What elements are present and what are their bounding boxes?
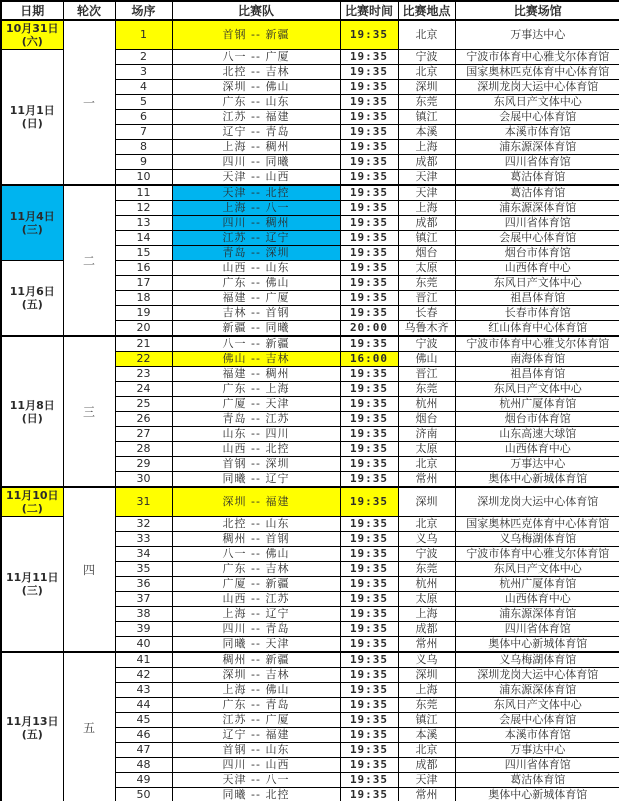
- teams-cell: 广东 -- 佛山: [172, 276, 340, 291]
- venue-cell: 南海体育馆: [455, 352, 619, 367]
- match-no-cell: 25: [115, 397, 172, 412]
- teams-cell: 福建 -- 稠州: [172, 367, 340, 382]
- teams-cell: 深圳 -- 吉林: [172, 668, 340, 683]
- date-text: 11月6日: [9, 285, 55, 298]
- city-cell: 成都: [398, 216, 455, 231]
- time-cell: 19:35: [340, 788, 398, 801]
- teams-cell: 上海 -- 稠州: [172, 140, 340, 155]
- match-no-cell: 2: [115, 50, 172, 65]
- venue-cell: 山西体育中心: [455, 442, 619, 457]
- time-cell: 19:35: [340, 637, 398, 653]
- time-cell: 19:35: [340, 668, 398, 683]
- time-cell: 19:35: [340, 261, 398, 276]
- header-match-no: 场序: [115, 1, 172, 20]
- match-no-cell: 15: [115, 246, 172, 261]
- header-time: 比赛时间: [340, 1, 398, 20]
- venue-cell: 杭州广厦体育馆: [455, 397, 619, 412]
- venue-cell: 东风日产文体中心: [455, 562, 619, 577]
- venue-cell: 奥体中心新城体育馆: [455, 788, 619, 801]
- match-no-cell: 38: [115, 607, 172, 622]
- city-cell: 东莞: [398, 95, 455, 110]
- round-cell: 一: [63, 20, 115, 185]
- match-no-cell: 41: [115, 652, 172, 668]
- header-venue: 比赛场馆: [455, 1, 619, 20]
- teams-cell: 四川 -- 青岛: [172, 622, 340, 637]
- venue-cell: 东风日产文体中心: [455, 698, 619, 713]
- city-cell: 太原: [398, 592, 455, 607]
- teams-cell: 江苏 -- 广厦: [172, 713, 340, 728]
- time-cell: 19:35: [340, 50, 398, 65]
- time-cell: 19:35: [340, 442, 398, 457]
- teams-cell: 广厦 -- 新疆: [172, 577, 340, 592]
- teams-cell: 山东 -- 四川: [172, 427, 340, 442]
- time-cell: 19:35: [340, 246, 398, 261]
- match-no-cell: 4: [115, 80, 172, 95]
- venue-cell: 会展中心体育馆: [455, 110, 619, 125]
- venue-cell: 万事达中心: [455, 457, 619, 472]
- time-cell: 19:35: [340, 185, 398, 201]
- date-cell: [1, 487, 63, 517]
- match-no-cell: 32: [115, 517, 172, 532]
- teams-cell: 天津 -- 八一: [172, 773, 340, 788]
- teams-cell: 八一 -- 新疆: [172, 336, 340, 352]
- city-cell: 天津: [398, 170, 455, 186]
- venue-cell: 山西体育中心: [455, 592, 619, 607]
- teams-cell: 广东 -- 青岛: [172, 698, 340, 713]
- time-cell: 19:35: [340, 622, 398, 637]
- city-cell: 上海: [398, 140, 455, 155]
- venue-cell: 会展中心体育馆: [455, 713, 619, 728]
- match-no-cell: 33: [115, 532, 172, 547]
- venue-cell: 深圳龙岗大运中心体育馆: [455, 80, 619, 95]
- city-cell: 镇江: [398, 713, 455, 728]
- match-no-cell: 14: [115, 231, 172, 246]
- venue-cell: 国家奥林匹克体育中心体育馆: [455, 517, 619, 532]
- round-cell: 四: [63, 487, 115, 652]
- teams-cell: 新疆 -- 同曦: [172, 321, 340, 337]
- teams-cell: 广厦 -- 天津: [172, 397, 340, 412]
- match-no-cell: 19: [115, 306, 172, 321]
- match-row: [1, 336, 619, 352]
- time-cell: 19:35: [340, 698, 398, 713]
- city-cell: 常州: [398, 637, 455, 653]
- teams-cell: 辽宁 -- 青岛: [172, 125, 340, 140]
- date-text: 11月8日: [9, 398, 55, 412]
- time-cell: 19:35: [340, 95, 398, 110]
- venue-cell: 奥体中心新城体育馆: [455, 472, 619, 488]
- city-cell: 长春: [398, 306, 455, 321]
- weekday-text: (三): [21, 223, 43, 236]
- venue-cell: 万事达中心: [455, 20, 619, 50]
- venue-cell: 万事达中心: [455, 743, 619, 758]
- weekday-text: (六): [21, 35, 43, 48]
- match-no-cell: 20: [115, 321, 172, 337]
- match-no-cell: 3: [115, 65, 172, 80]
- time-cell: 19:35: [340, 457, 398, 472]
- time-cell: 19:35: [340, 743, 398, 758]
- venue-cell: 东风日产文体中心: [455, 276, 619, 291]
- time-cell: 19:35: [340, 367, 398, 382]
- venue-cell: 义乌梅湖体育馆: [455, 652, 619, 668]
- teams-cell: 同曦 -- 天津: [172, 637, 340, 653]
- city-cell: 太原: [398, 442, 455, 457]
- city-cell: 济南: [398, 427, 455, 442]
- time-cell: 19:35: [340, 140, 398, 155]
- date-cell: [1, 517, 63, 653]
- venue-cell: 义乌梅湖体育馆: [455, 532, 619, 547]
- teams-cell: 吉林 -- 首钢: [172, 306, 340, 321]
- venue-cell: 山西体育中心: [455, 261, 619, 276]
- date-text: 11月1日: [9, 104, 55, 117]
- match-no-cell: 29: [115, 457, 172, 472]
- venue-cell: 葛沽体育馆: [455, 185, 619, 201]
- city-cell: 乌鲁木齐: [398, 321, 455, 337]
- venue-cell: 国家奥林匹克体育中心体育馆: [455, 65, 619, 80]
- round-cell: 三: [63, 336, 115, 487]
- time-cell: 19:35: [340, 683, 398, 698]
- city-cell: 烟台: [398, 412, 455, 427]
- match-no-cell: 10: [115, 170, 172, 186]
- header-round: 轮次: [63, 1, 115, 20]
- teams-cell: 八一 -- 佛山: [172, 547, 340, 562]
- match-no-cell: 50: [115, 788, 172, 801]
- venue-cell: 四川省体育馆: [455, 216, 619, 231]
- date-text: 11月10日: [5, 489, 59, 502]
- city-cell: 宁波: [398, 336, 455, 352]
- teams-cell: 深圳 -- 福建: [172, 487, 340, 517]
- match-no-cell: 1: [115, 20, 172, 50]
- time-cell: 19:35: [340, 487, 398, 517]
- venue-cell: 深圳龙岗大运中心体育馆: [455, 668, 619, 683]
- match-no-cell: 16: [115, 261, 172, 276]
- teams-cell: 四川 -- 稠州: [172, 216, 340, 231]
- teams-cell: 山西 -- 山东: [172, 261, 340, 276]
- teams-cell: 北控 -- 山东: [172, 517, 340, 532]
- time-cell: 19:35: [340, 728, 398, 743]
- time-cell: 19:35: [340, 336, 398, 352]
- teams-cell: 福建 -- 广厦: [172, 291, 340, 306]
- match-no-cell: 40: [115, 637, 172, 653]
- time-cell: 19:35: [340, 592, 398, 607]
- city-cell: 天津: [398, 773, 455, 788]
- teams-cell: 山西 -- 江苏: [172, 592, 340, 607]
- venue-cell: 山东高速大球馆: [455, 427, 619, 442]
- teams-cell: 首钢 -- 深圳: [172, 457, 340, 472]
- match-no-cell: 12: [115, 201, 172, 216]
- teams-cell: 青岛 -- 江苏: [172, 412, 340, 427]
- header-row: [1, 1, 619, 20]
- venue-cell: 杭州广厦体育馆: [455, 577, 619, 592]
- time-cell: 19:35: [340, 291, 398, 306]
- date-cell: [1, 336, 63, 487]
- venue-cell: 长春市体育馆: [455, 306, 619, 321]
- time-cell: 19:35: [340, 155, 398, 170]
- weekday-text: (日): [21, 411, 43, 425]
- city-cell: 镇江: [398, 110, 455, 125]
- time-cell: 19:35: [340, 170, 398, 186]
- match-no-cell: 13: [115, 216, 172, 231]
- teams-cell: 北控 -- 吉林: [172, 65, 340, 80]
- city-cell: 上海: [398, 607, 455, 622]
- city-cell: 北京: [398, 517, 455, 532]
- teams-cell: 首钢 -- 新疆: [172, 20, 340, 50]
- teams-cell: 天津 -- 山西: [172, 170, 340, 186]
- venue-cell: 浦东源深体育馆: [455, 607, 619, 622]
- time-cell: 19:35: [340, 65, 398, 80]
- venue-cell: 东风日产文体中心: [455, 382, 619, 397]
- header-city: 比赛地点: [398, 1, 455, 20]
- city-cell: 晋江: [398, 367, 455, 382]
- venue-cell: 祖昌体育馆: [455, 291, 619, 306]
- match-no-cell: 44: [115, 698, 172, 713]
- city-cell: 上海: [398, 201, 455, 216]
- teams-cell: 江苏 -- 辽宁: [172, 231, 340, 246]
- venue-cell: 奥体中心新城体育馆: [455, 637, 619, 653]
- match-no-cell: 43: [115, 683, 172, 698]
- match-no-cell: 22: [115, 352, 172, 367]
- city-cell: 杭州: [398, 577, 455, 592]
- city-cell: 义乌: [398, 652, 455, 668]
- venue-cell: 葛沽体育馆: [455, 773, 619, 788]
- venue-cell: 本溪市体育馆: [455, 125, 619, 140]
- date-text: 10月31日: [5, 22, 59, 35]
- match-no-cell: 45: [115, 713, 172, 728]
- venue-cell: 浦东源深体育馆: [455, 683, 619, 698]
- venue-cell: 浦东源深体育馆: [455, 140, 619, 155]
- teams-cell: 辽宁 -- 福建: [172, 728, 340, 743]
- time-cell: 19:35: [340, 562, 398, 577]
- match-no-cell: 49: [115, 773, 172, 788]
- match-no-cell: 18: [115, 291, 172, 306]
- weekday-text: (五): [21, 727, 43, 741]
- city-cell: 东莞: [398, 562, 455, 577]
- city-cell: 义乌: [398, 532, 455, 547]
- venue-cell: 红山体育中心体育馆: [455, 321, 619, 337]
- match-no-cell: 48: [115, 758, 172, 773]
- teams-cell: 深圳 -- 佛山: [172, 80, 340, 95]
- time-cell: 19:35: [340, 125, 398, 140]
- city-cell: 深圳: [398, 668, 455, 683]
- schedule-body: [1, 20, 619, 801]
- city-cell: 太原: [398, 261, 455, 276]
- teams-cell: 上海 -- 辽宁: [172, 607, 340, 622]
- time-cell: 19:35: [340, 216, 398, 231]
- teams-cell: 八一 -- 广厦: [172, 50, 340, 65]
- teams-cell: 广东 -- 山东: [172, 95, 340, 110]
- match-no-cell: 21: [115, 336, 172, 352]
- city-cell: 本溪: [398, 728, 455, 743]
- city-cell: 成都: [398, 758, 455, 773]
- match-row: [1, 20, 619, 50]
- match-no-cell: 42: [115, 668, 172, 683]
- venue-cell: 祖昌体育馆: [455, 367, 619, 382]
- time-cell: 19:35: [340, 397, 398, 412]
- venue-cell: 宁波市体育中心雅戈尔体育馆: [455, 547, 619, 562]
- city-cell: 常州: [398, 472, 455, 488]
- venue-cell: 宁波市体育中心雅戈尔体育馆: [455, 336, 619, 352]
- date-cell: [1, 185, 63, 261]
- date-cell: [1, 261, 63, 337]
- venue-cell: 四川省体育馆: [455, 622, 619, 637]
- time-cell: 19:35: [340, 20, 398, 50]
- city-cell: 东莞: [398, 382, 455, 397]
- header-teams: 比赛队: [172, 1, 340, 20]
- teams-cell: 稠州 -- 首钢: [172, 532, 340, 547]
- teams-cell: 首钢 -- 山东: [172, 743, 340, 758]
- city-cell: 佛山: [398, 352, 455, 367]
- teams-cell: 广东 -- 上海: [172, 382, 340, 397]
- time-cell: 19:35: [340, 110, 398, 125]
- city-cell: 烟台: [398, 246, 455, 261]
- match-no-cell: 37: [115, 592, 172, 607]
- time-cell: 19:35: [340, 547, 398, 562]
- time-cell: 19:35: [340, 758, 398, 773]
- weekday-text: (五): [21, 298, 43, 311]
- match-no-cell: 46: [115, 728, 172, 743]
- venue-cell: 烟台市体育馆: [455, 412, 619, 427]
- teams-cell: 四川 -- 同曦: [172, 155, 340, 170]
- city-cell: 成都: [398, 155, 455, 170]
- date-cell: [1, 50, 63, 186]
- match-no-cell: 24: [115, 382, 172, 397]
- venue-cell: 烟台市体育馆: [455, 246, 619, 261]
- weekday-text: (二): [21, 502, 43, 515]
- match-no-cell: 7: [115, 125, 172, 140]
- venue-cell: 四川省体育馆: [455, 758, 619, 773]
- venue-cell: 浦东源深体育馆: [455, 201, 619, 216]
- venue-cell: 宁波市体育中心雅戈尔体育馆: [455, 50, 619, 65]
- date-text: 11月13日: [5, 714, 59, 728]
- round-cell: 二: [63, 185, 115, 336]
- city-cell: 东莞: [398, 276, 455, 291]
- match-row: [1, 487, 619, 517]
- venue-cell: 深圳龙岗大运中心体育馆: [455, 487, 619, 517]
- match-no-cell: 11: [115, 185, 172, 201]
- match-no-cell: 5: [115, 95, 172, 110]
- teams-cell: 稠州 -- 新疆: [172, 652, 340, 668]
- time-cell: 19:35: [340, 517, 398, 532]
- time-cell: 16:00: [340, 352, 398, 367]
- city-cell: 晋江: [398, 291, 455, 306]
- header-date: 日期: [1, 1, 63, 20]
- time-cell: 19:35: [340, 577, 398, 592]
- weekday-text: (三): [21, 584, 43, 597]
- time-cell: 19:35: [340, 532, 398, 547]
- venue-cell: 四川省体育馆: [455, 155, 619, 170]
- time-cell: 19:35: [340, 773, 398, 788]
- match-row: [1, 185, 619, 201]
- time-cell: 19:35: [340, 652, 398, 668]
- time-cell: 19:35: [340, 201, 398, 216]
- time-cell: 19:35: [340, 276, 398, 291]
- teams-cell: 山西 -- 北控: [172, 442, 340, 457]
- date-text: 11月4日: [9, 210, 55, 223]
- time-cell: 19:35: [340, 472, 398, 488]
- match-no-cell: 36: [115, 577, 172, 592]
- time-cell: 19:35: [340, 382, 398, 397]
- match-no-cell: 6: [115, 110, 172, 125]
- time-cell: 19:35: [340, 231, 398, 246]
- city-cell: 北京: [398, 457, 455, 472]
- venue-cell: 葛沽体育馆: [455, 170, 619, 186]
- city-cell: 北京: [398, 65, 455, 80]
- teams-cell: 四川 -- 山西: [172, 758, 340, 773]
- city-cell: 深圳: [398, 80, 455, 95]
- match-no-cell: 27: [115, 427, 172, 442]
- teams-cell: 同曦 -- 辽宁: [172, 472, 340, 488]
- city-cell: 宁波: [398, 50, 455, 65]
- city-cell: 本溪: [398, 125, 455, 140]
- city-cell: 上海: [398, 683, 455, 698]
- city-cell: 常州: [398, 788, 455, 801]
- teams-cell: 上海 -- 佛山: [172, 683, 340, 698]
- time-cell: 19:35: [340, 427, 398, 442]
- time-cell: 19:35: [340, 80, 398, 95]
- date-cell: [1, 652, 63, 801]
- match-row: [1, 652, 619, 668]
- city-cell: 杭州: [398, 397, 455, 412]
- teams-cell: 佛山 -- 吉林: [172, 352, 340, 367]
- city-cell: 成都: [398, 622, 455, 637]
- date-cell: [1, 20, 63, 50]
- time-cell: 19:35: [340, 607, 398, 622]
- weekday-text: (日): [21, 117, 43, 130]
- teams-cell: 广东 -- 吉林: [172, 562, 340, 577]
- date-text: 11月11日: [5, 571, 59, 584]
- venue-cell: 本溪市体育馆: [455, 728, 619, 743]
- teams-cell: 青岛 -- 深圳: [172, 246, 340, 261]
- match-no-cell: 17: [115, 276, 172, 291]
- match-no-cell: 35: [115, 562, 172, 577]
- city-cell: 北京: [398, 743, 455, 758]
- round-cell: 五: [63, 652, 115, 801]
- match-no-cell: 34: [115, 547, 172, 562]
- venue-cell: 会展中心体育馆: [455, 231, 619, 246]
- teams-cell: 江苏 -- 福建: [172, 110, 340, 125]
- time-cell: 20:00: [340, 321, 398, 337]
- time-cell: 19:35: [340, 412, 398, 427]
- city-cell: 北京: [398, 20, 455, 50]
- teams-cell: 天津 -- 北控: [172, 185, 340, 201]
- match-no-cell: 23: [115, 367, 172, 382]
- teams-cell: 上海 -- 八一: [172, 201, 340, 216]
- time-cell: 19:35: [340, 306, 398, 321]
- match-no-cell: 9: [115, 155, 172, 170]
- city-cell: 天津: [398, 185, 455, 201]
- city-cell: 深圳: [398, 487, 455, 517]
- city-cell: 东莞: [398, 698, 455, 713]
- match-no-cell: 28: [115, 442, 172, 457]
- match-no-cell: 8: [115, 140, 172, 155]
- city-cell: 宁波: [398, 547, 455, 562]
- match-no-cell: 39: [115, 622, 172, 637]
- match-no-cell: 30: [115, 472, 172, 488]
- match-no-cell: 47: [115, 743, 172, 758]
- venue-cell: 东风日产文体中心: [455, 95, 619, 110]
- city-cell: 镇江: [398, 231, 455, 246]
- match-no-cell: 31: [115, 487, 172, 517]
- match-no-cell: 26: [115, 412, 172, 427]
- time-cell: 19:35: [340, 713, 398, 728]
- teams-cell: 同曦 -- 北控: [172, 788, 340, 801]
